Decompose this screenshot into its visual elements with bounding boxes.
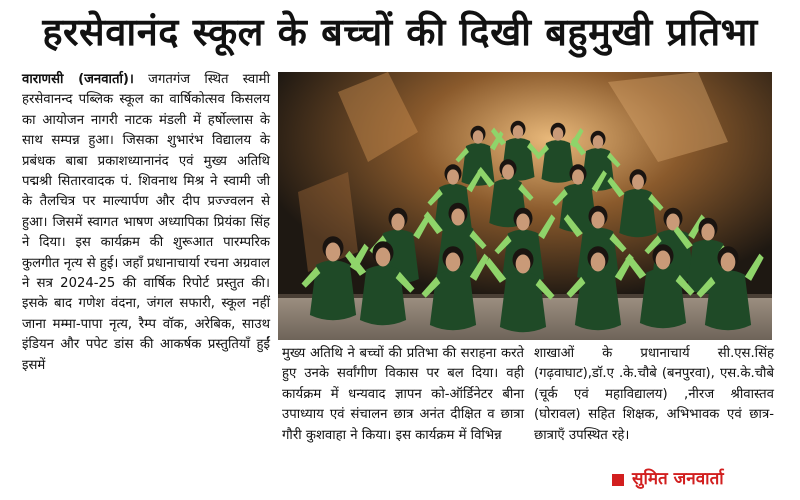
byline: सुमित जनवार्ता	[632, 469, 724, 489]
article-text-1: जगतगंज स्थित स्वामी हरसेवानन्द पब्लिक स्कूल का वार्षिकोत्सव किसलय का आयोजन नागरी नाटक मंडली में हर्षोल्लास के साथ सम्पन्न हुआ। जिसका शुभारंभ विद्यालय के प्रबंधक बाबा प्रकाशध्यानानंद एवं मुख्य अतिथि पद्मश्री सितारवादक पं. शिवनाथ मिश्र ने स्वामी जी के तैलचित्र पर माल्यार्पण और दीप प्रज्ज्वलन से हुआ। जिसमें स्वागत भाषण अध्यापिका प्रियंका सिंह ने दिया। इस कार्यक्रम की शुरूआत पारम्परिक कुलगीत नृत्य से हुई। जहाँ प्रधानाचार्या रचना अग्रवाल ने सत्र 2024-25 की वार्षिक रिपोर्ट प्रस्तुत की। इसके बाद गणेश वंदना, जंगल सफारी, स्कूल नहीं जाना मम्मा-पापा नृत्य, रैम्प वॉक, अरेबिक, साउथ इंडियन और पपेट डांस की आकर्षक प्रस्तुतियाँ हुईं इसमें	[22, 72, 270, 373]
article-column-3: शाखाओं के प्रधानाचार्य सी.एस.सिंह (गढ़वाघाट),डॉ.ए .के.चौबे (बनपुरवा), एस.के.चौबे (चूर्क एवं महाविद्यालय) ,नीरज श्रीवास्तव (घोरावल) सहित शिक्षक, अभिभावक एवं छात्र-छात्राएँ उपस्थित रहे।	[534, 346, 774, 443]
byline-marker	[612, 474, 624, 486]
article-photo	[278, 72, 772, 340]
article-column-2: मुख्य अतिथि ने बच्चों की प्रतिभा की सराहना करते हुए उनके सर्वांगीण विकास पर बल दिया। वही कार्यक्रम में धन्यवाद ज्ञापन को-ऑर्डिनेटर बीना उपाध्याय एवं संचालन छात्र अनंत दीक्षित व छात्रा गौरी कुशवाहा ने किया। इस कार्यक्रम में विभिन्न	[282, 346, 524, 443]
dateline: वाराणसी (जनवार्ता)।	[22, 72, 134, 87]
headline: हरसेवानंद स्कूल के बच्चों की दिखी बहुमुखी प्रतिभा	[42, 10, 758, 54]
dance-performance-photo	[278, 72, 772, 340]
article-column-1	[22, 70, 270, 376]
